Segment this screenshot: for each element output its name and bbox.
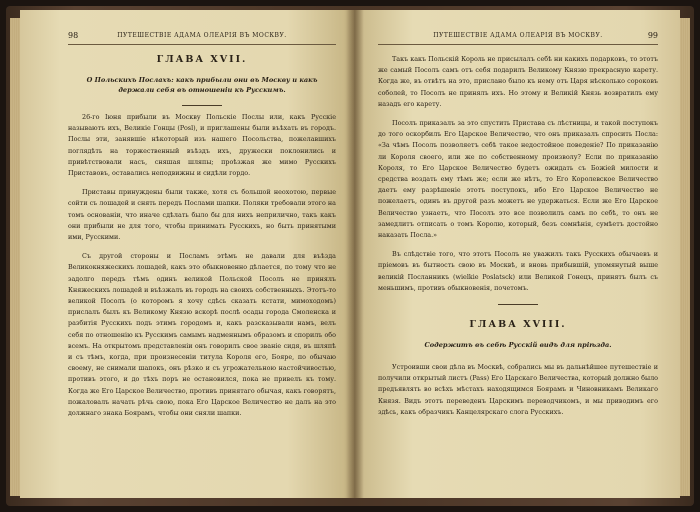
paragraph: Приставы принуждены были также, хотя съ большой неохотою, первые сойти съ лошадей и снять передъ Послами шапки. Поляки требовали этого на томъ основаніи, что иначе сдѣлать было бы для нихъ неприлично, такъ какъ они прибыли не для того, чтобы принимать Русскихъ, но быть принятыми ими, Русскими.	[68, 188, 336, 242]
running-head-right	[378, 32, 658, 45]
chapter-title-xviii: ГЛАВА XVIII.	[469, 319, 567, 331]
chapter-summary-xviii: Содержитъ въ себѣ Русскій видъ для пріѣзда.	[424, 341, 612, 350]
paragraph: Въ слѣдствіе того, что этотъ Посолъ не уважилъ такъ Русскихъ обычаевъ и пріемовъ въ бытность свою въ Москвѣ, и вновь прибывшій, упомянутый выше великій Посланникъ (wielkie Poslatsck) или Великой Гонецъ, принятъ былъ съ меньшимъ, противъ обыкновенія, почетомъ.	[378, 250, 658, 292]
paragraph: Такъ какъ Польскій Король не присылалъ себѣ ни какихъ подарковъ, то этотъ же самый Посолъ самъ отъ себя подарилъ Великому Князю прекрасную карету. Когда же, въ отвѣтъ на это, прислано было къ нему отъ Царя нѣсколько сороковъ соболей, то Посолъ не принялъ ихъ. Но этому и Великій Князь возвратилъ ему назадъ его карету.	[378, 55, 658, 108]
chapter-title-xvii: ГЛАВА XVII.	[156, 54, 248, 65]
left-page	[20, 10, 354, 498]
paragraph: Посолъ приказалъ за это спустить Пристава съ лѣстницы, и такой поступокъ до того оскорбилъ Его Царское Величество, что онъ приказалъ спросить Посла: «За чѣмъ Посолъ позволяетъ себѣ такое недостойное поведеніе? По приказанію ли Короля своего, или же по собственному произволу? Если по приказанію Короля, то Его Царское Величество будетъ ожидать съ Божіей милости и средства воздать ему тѣмъ же; если же нѣтъ, то Его Королевское Величество даетъ ему разрѣшеніе этотъ поступокъ, ибо Его Царское Величество не пожелаетъ, одинъ въ другой разъ можетъ не удержаться. Если же Его Царское Величество узнаетъ, что Посолъ это все позволилъ самъ по себѣ, то онъ не замедлитъ отписать о томъ Королю, который, безъ сомнѣнія, сумѣетъ достойно наказать Посла.»	[378, 119, 658, 240]
running-head-left	[68, 32, 336, 45]
paragraph: Устроивши свои дѣла въ Москвѣ, собрались мы въ дальнѣйшее путешествіе и получили открытый листъ (Pass) Его Царскаго Величества, который должно было предъявлять во всѣхъ мѣстахъ находящимся Боярамъ и Чиновникамъ Великаго Князя. Видъ этотъ переведенъ Царскимъ переводчикомъ, и мы приводимъ его здѣсь, какъ образчикъ Канцелярскаго слога Русскихъ.	[378, 363, 658, 416]
chapter-summary-xvii: О Польскихъ Послахъ: какъ прибыли они въ Москву и какъ держали себя въ отношеніи къ Русскимъ.	[86, 76, 318, 94]
page-number-right: 99	[647, 31, 658, 40]
paragraph: Съ другой стороны и Посламъ этѣмъ не давали для въѣзда Великокняжескихъ лошадей, какъ это обыкновенно дѣлается, по тому что не задолго передъ тѣмъ одинъ великой Польской Посолъ не принялъ Княжескихъ лошадей и въѣзжалъ въ городъ на своихъ собственныхъ. Этотъ-то великой Посолъ (о которомъ я хочу сдѣсь сказать кстати, мимоходомъ) прислалъ былъ къ Великому Князю вскорѣ послѣ осады города Смоленска и разбитія Русскихъ подъ этимъ городомъ и, какъ разсказывали намъ, велъ себя по отношенію къ Русскимъ самымъ надменнымъ образомъ и спорилъ обо всемъ. На открытомъ представленіи онъ говорилъ свое званіе сидя, въ шляпѣ и съ тѣмъ, когда, при произнесеніи титула Короля его, Бояре, по обычаю своему, не снимали шапокъ, онъ рѣзко и съ угрожательною настойчивостью, противъ этого, и до тѣхъ поръ не остановился, пока не привелъ къ тому. Когда же Его Царское Величество, противъ принятаго обычая, какъ говорятъ, пожаловалъ начать рѣчь свою, пока Его Царское Величество не далъ на это должнаго знака Боярамъ, чтобы они сняли шапки.	[68, 252, 337, 418]
page-number-left: 98	[68, 31, 79, 40]
book-gutter	[346, 10, 364, 498]
divider-rule	[498, 304, 538, 305]
right-page	[354, 10, 680, 498]
paragraph: 26-го Іюня прибыли въ Москву Польскіе Послы или, какъ Русскіе называютъ ихъ, Великіе Гонцы (Posl), и приглашены были въѣхать въ городъ. Послы эти, занявшіе нѣкоторый изъ нашего Посольства, пожелавшихъ поглядѣть на торжественный въѣздъ ихъ, дружески поклонились и привѣтствовали насъ, сняшая шляпы; проѣзжая же мимо Русскихъ Приставовъ, оставались неподвижны и сидѣли гордо.	[68, 113, 336, 178]
running-head-text-left: ПУТЕШЕСТВІЕ АДАМА ОЛЕАРІЯ ВЪ МОСКВУ.	[117, 32, 287, 39]
running-head-text-right: ПУТЕШЕСТВІЕ АДАМА ОЛЕАРІЯ ВЪ МОСКВУ.	[433, 32, 603, 39]
divider-rule	[182, 105, 222, 106]
